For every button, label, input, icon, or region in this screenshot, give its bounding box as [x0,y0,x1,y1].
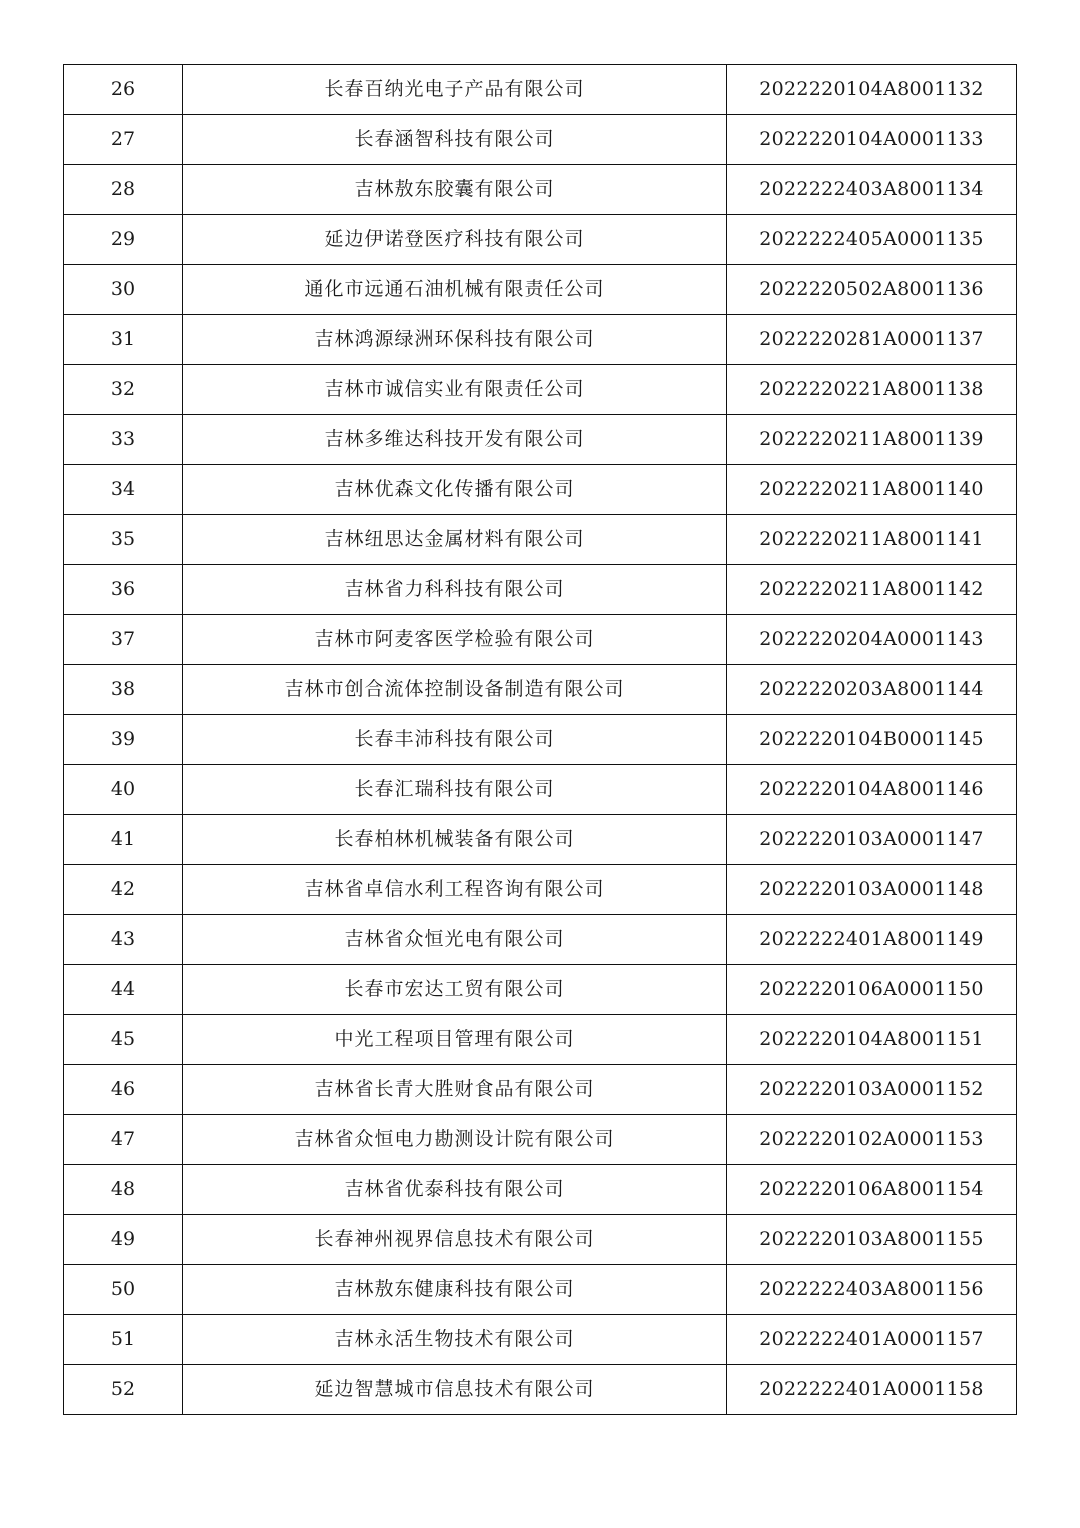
company-name-cell: 吉林敖东健康科技有限公司 [183,1265,727,1315]
table-row [64,665,1017,715]
table-row [64,1215,1017,1265]
table-row [64,1065,1017,1115]
company-name-cell: 吉林纽思达金属材料有限公司 [183,515,727,565]
registration-code-cell: 2022220103A0001148 [727,865,1017,915]
row-number-cell: 27 [64,115,183,165]
row-number-cell: 43 [64,915,183,965]
company-name-cell: 长春市宏达工贸有限公司 [183,965,727,1015]
row-number-cell: 49 [64,1215,183,1265]
company-name-cell: 长春百纳光电子产品有限公司 [183,65,727,115]
row-number-cell: 45 [64,1015,183,1065]
registration-code-cell: 2022220106A8001154 [727,1165,1017,1215]
row-number-cell: 28 [64,165,183,215]
registration-code-cell: 2022222401A8001149 [727,915,1017,965]
registration-code-cell: 2022220211A8001139 [727,415,1017,465]
table-row [64,1115,1017,1165]
row-number-cell: 46 [64,1065,183,1115]
company-name-cell: 吉林省优泰科技有限公司 [183,1165,727,1215]
row-number-cell: 30 [64,265,183,315]
table-row [64,965,1017,1015]
company-name-cell: 长春丰沛科技有限公司 [183,715,727,765]
table-row [64,65,1017,115]
row-number-cell: 42 [64,865,183,915]
registration-code-cell: 2022220103A0001147 [727,815,1017,865]
company-name-cell: 吉林省卓信水利工程咨询有限公司 [183,865,727,915]
registration-code-cell: 2022220104A8001146 [727,765,1017,815]
row-number-cell: 38 [64,665,183,715]
company-name-cell: 吉林鸿源绿洲环保科技有限公司 [183,315,727,365]
registration-code-cell: 2022220502A8001136 [727,265,1017,315]
row-number-cell: 31 [64,315,183,365]
table-row [64,1365,1017,1415]
row-number-cell: 52 [64,1365,183,1415]
company-registry-table [63,64,1017,1415]
row-number-cell: 29 [64,215,183,265]
row-number-cell: 47 [64,1115,183,1165]
row-number-cell: 51 [64,1315,183,1365]
registration-code-cell: 2022220211A8001140 [727,465,1017,515]
row-number-cell: 39 [64,715,183,765]
row-number-cell: 44 [64,965,183,1015]
table-row [64,815,1017,865]
registration-code-cell: 2022220102A0001153 [727,1115,1017,1165]
table-row [64,465,1017,515]
table-row [64,765,1017,815]
row-number-cell: 32 [64,365,183,415]
table-row [64,265,1017,315]
registration-code-cell: 2022220221A8001138 [727,365,1017,415]
company-name-cell: 吉林市诚信实业有限责任公司 [183,365,727,415]
table-row [64,915,1017,965]
table-body [64,65,1017,1415]
registration-code-cell: 2022220203A8001144 [727,665,1017,715]
row-number-cell: 26 [64,65,183,115]
registration-code-cell: 2022220204A0001143 [727,615,1017,665]
company-name-cell: 中光工程项目管理有限公司 [183,1015,727,1065]
company-name-cell: 长春涵智科技有限公司 [183,115,727,165]
registration-code-cell: 2022220281A0001137 [727,315,1017,365]
registration-code-cell: 2022220104A8001151 [727,1015,1017,1065]
table-row [64,115,1017,165]
company-name-cell: 通化市远通石油机械有限责任公司 [183,265,727,315]
table-row [64,865,1017,915]
company-name-cell: 吉林省长青大胜财食品有限公司 [183,1065,727,1115]
registration-code-cell: 2022222403A8001156 [727,1265,1017,1315]
table-row [64,315,1017,365]
registration-code-cell: 2022220211A8001141 [727,515,1017,565]
table-row [64,1015,1017,1065]
company-name-cell: 长春柏林机械装备有限公司 [183,815,727,865]
row-number-cell: 41 [64,815,183,865]
registration-code-cell: 2022222403A8001134 [727,165,1017,215]
company-name-cell: 吉林市阿麦客医学检验有限公司 [183,615,727,665]
registration-code-cell: 2022220103A0001152 [727,1065,1017,1115]
company-name-cell: 吉林敖东胶囊有限公司 [183,165,727,215]
company-name-cell: 吉林永活生物技术有限公司 [183,1315,727,1365]
table-row [64,715,1017,765]
table-row [64,1265,1017,1315]
company-name-cell: 吉林省众恒电力勘测设计院有限公司 [183,1115,727,1165]
registration-code-cell: 2022222401A0001158 [727,1365,1017,1415]
company-name-cell: 吉林市创合流体控制设备制造有限公司 [183,665,727,715]
company-name-cell: 吉林省众恒光电有限公司 [183,915,727,965]
registration-code-cell: 2022220104B0001145 [727,715,1017,765]
registration-code-cell: 2022220211A8001142 [727,565,1017,615]
document-page [63,64,1015,1415]
row-number-cell: 33 [64,415,183,465]
registration-code-cell: 2022222405A0001135 [727,215,1017,265]
company-name-cell: 长春神州视界信息技术有限公司 [183,1215,727,1265]
row-number-cell: 36 [64,565,183,615]
registration-code-cell: 2022220106A0001150 [727,965,1017,1015]
registration-code-cell: 2022220104A8001132 [727,65,1017,115]
row-number-cell: 48 [64,1165,183,1215]
table-row [64,1315,1017,1365]
row-number-cell: 50 [64,1265,183,1315]
table-row [64,215,1017,265]
row-number-cell: 35 [64,515,183,565]
table-row [64,565,1017,615]
row-number-cell: 34 [64,465,183,515]
table-row [64,415,1017,465]
table-row [64,1165,1017,1215]
company-name-cell: 长春汇瑞科技有限公司 [183,765,727,815]
table-row [64,165,1017,215]
company-name-cell: 延边伊诺登医疗科技有限公司 [183,215,727,265]
registration-code-cell: 2022220103A8001155 [727,1215,1017,1265]
company-name-cell: 延边智慧城市信息技术有限公司 [183,1365,727,1415]
registration-code-cell: 2022220104A0001133 [727,115,1017,165]
registration-code-cell: 2022222401A0001157 [727,1315,1017,1365]
table-row [64,365,1017,415]
row-number-cell: 40 [64,765,183,815]
company-name-cell: 吉林多维达科技开发有限公司 [183,415,727,465]
table-row [64,615,1017,665]
company-name-cell: 吉林省力科科技有限公司 [183,565,727,615]
row-number-cell: 37 [64,615,183,665]
table-row [64,515,1017,565]
company-name-cell: 吉林优森文化传播有限公司 [183,465,727,515]
